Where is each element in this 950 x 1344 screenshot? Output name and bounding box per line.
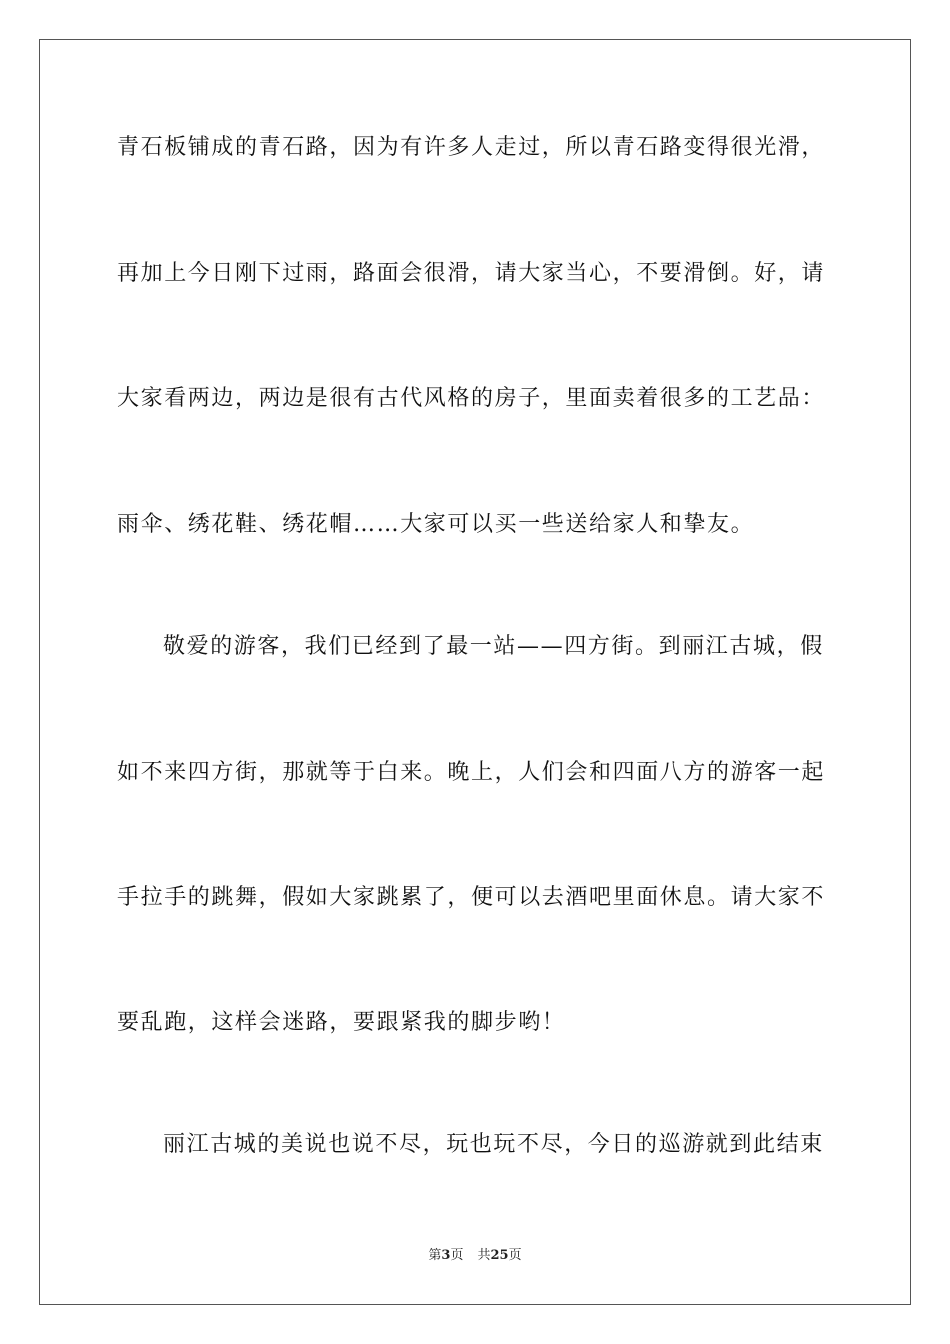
page-label-suffix: 页 [450, 1248, 464, 1263]
text-line-6: 如不来四方街，那就等于白来。晚上，人们会和四面八方的游客一起 [117, 760, 826, 785]
page-footer [0, 1247, 950, 1265]
text-line-4: 雨伞、绣花鞋、绣花帽……大家可以买一些送给家人和挚友。 [117, 512, 755, 537]
page-border [39, 39, 911, 1305]
page-number: 3 [441, 1248, 451, 1263]
text-line-1: 青石板铺成的青石路，因为有许多人走过，所以青石路变得很光滑， [117, 135, 826, 160]
text-line-3: 大家看两边，两边是很有古代风格的房子，里面卖着很多的工艺品： [117, 386, 826, 411]
text-line-2: 再加上今日刚下过雨，路面会很滑，请大家当心，不要滑倒。好，请 [117, 261, 826, 286]
page-label-prefix: 第 [428, 1248, 442, 1263]
paragraph-start-line-5: 敬爱的游客，我们已经到了最一站——四方街。到丽江古城，假 [163, 634, 824, 659]
text-line-7: 手拉手的跳舞，假如大家跳累了，便可以去酒吧里面休息。请大家不 [117, 885, 826, 910]
total-label-suffix: 页 [508, 1248, 522, 1263]
text-line-8: 要乱跑，这样会迷路，要跟紧我的脚步哟！ [117, 1010, 566, 1035]
total-label-prefix: 共 [477, 1248, 491, 1263]
total-pages: 25 [490, 1248, 509, 1263]
paragraph-start-line-9: 丽江古城的美说也说不尽，玩也玩不尽，今日的巡游就到此结束 [163, 1132, 824, 1157]
